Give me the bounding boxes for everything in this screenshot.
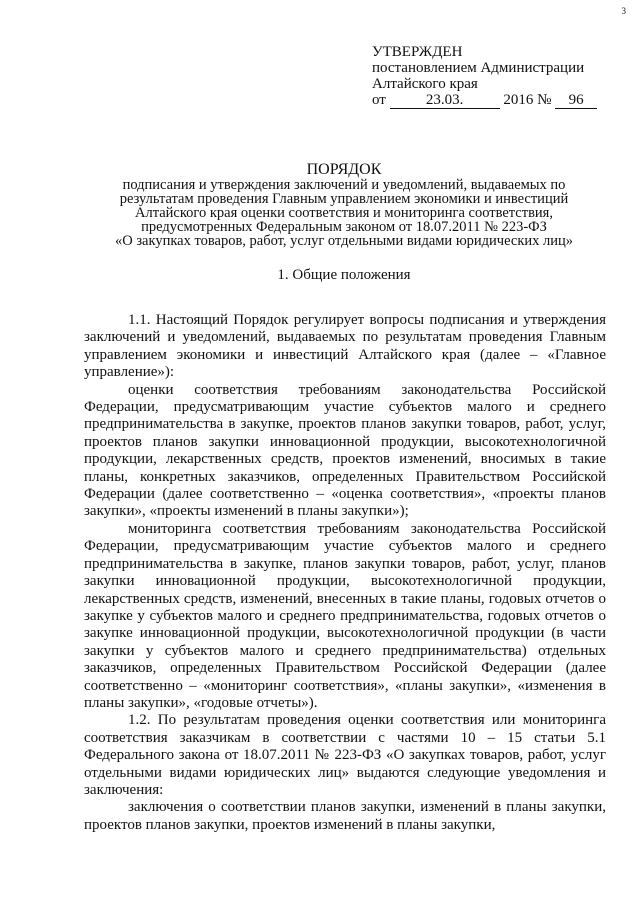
document-header	[84, 163, 604, 248]
paragraph: оценки соответствия требованиям законодательства Российской Федерации, предусматривающим участие субъектов малого и среднего предпринимательства в закупке, проектов планов закупки товаров, работ, услуг, проектов планов закупки инновационной продукции, высокотехнологичной продукции, лекарственных средств, проектов изменений, вносимых в такие планы, конкретных заказчиков, определенных Правительством Российской Федерации (далее соответственно – «оценка соответствия», «проекты планов закупки», «проекты изменений в планы закупки»);	[84, 381, 606, 520]
approval-region: Алтайского края	[372, 76, 478, 92]
approval-from-label: от	[372, 92, 386, 108]
paragraph: 1.2. По результатам проведения оценки соответствия или мониторинга соответствия заказчикам в соответствии с частями 10 – 15 статьи 5.1 Федерального закона от 18.07.2011 № 223-ФЗ «О закупках товаров, работ, услуг отдельными видами юридических лиц» выдаются следующие уведомления и заключения:	[84, 712, 606, 798]
paragraph: заключения о соответствии планов закупки, изменений в планы закупки, проектов планов закупки, проектов изменений в планы закупки,	[84, 799, 606, 833]
approval-date-line	[372, 92, 597, 109]
approval-number: 96	[555, 93, 597, 109]
approval-year: 2016 №	[503, 92, 552, 108]
document-body	[84, 298, 606, 834]
approval-title: УТВЕРЖДЕН	[372, 44, 463, 60]
approval-stamp	[372, 44, 597, 109]
page-number: 3	[621, 6, 626, 16]
document-title: ПОРЯДОК	[306, 161, 382, 178]
document-subtitle-line: Алтайского края оценки соответствия и мониторинга соответствия,	[135, 205, 553, 221]
paragraph: мониторинга соответствия требованиям законодательства Российской Федерации, предусматривающим участие субъектов малого и среднего предпринимательства в закупке, планов закупки товаров, работ, услуг, планов закупки инновационной продукции, высокотехнологичной продукции, лекарственных средств, изменений, внесенных в такие планы, годовых отчетов о закупке у субъектов малого и среднего предпринимательства, годовых отчетов о закупке инновационной продукции, высокотехнологичной продукции (в части закупки у субъектов малого и среднего предпринимательства) отдельных заказчиков, определенных Правительством Российской Федерации (далее соответственно – «мониторинг соответствия», «планы закупки», «изменения в планы закупки», «годовые отчеты»).	[84, 520, 606, 711]
section-heading: 1. Общие положения	[277, 267, 411, 283]
approval-date: 23.03.	[390, 93, 500, 109]
paragraph: 1.1. Настоящий Порядок регулирует вопросы подписания и утверждения заключений и уведомлений, выдаваемых по результатам проведения Главным управлением экономики и инвестиций Алтайского края (далее – «Главное управление»):	[84, 312, 606, 381]
document-subtitle-line: подписания и утверждения заключений и уведомлений, выдаваемых по	[122, 177, 566, 193]
document-subtitle-line: результатам проведения Главным управлением экономики и инвестиций	[119, 191, 569, 207]
document-subtitle-line: предусмотренных Федеральным законом от 18.07.2011 № 223-ФЗ	[141, 219, 547, 235]
approval-authority: постановлением Администрации	[372, 60, 585, 76]
document-subtitle-line: «О закупках товаров, работ, услуг отдельными видами юридических лиц»	[114, 233, 574, 249]
